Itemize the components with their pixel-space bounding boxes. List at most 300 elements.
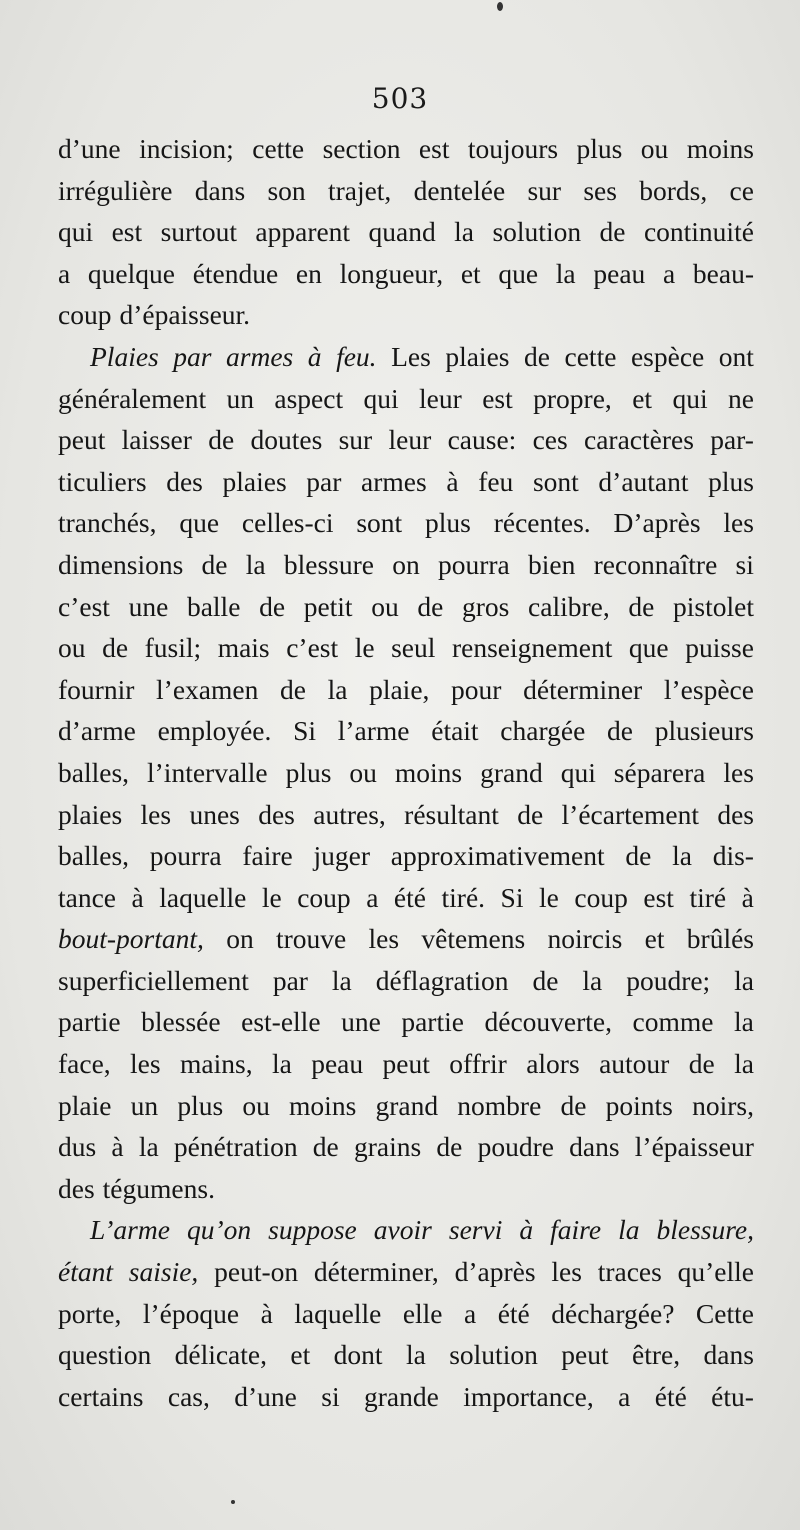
word: unes [189,798,240,830]
word: saisie, [128,1256,199,1288]
word: coup [574,881,628,913]
word: partie [58,1006,121,1038]
word: c’est [286,632,339,664]
text-line [58,710,754,752]
text-line [58,586,754,628]
word: la [734,964,754,996]
word: à [741,881,754,913]
word: été [497,1297,530,1329]
word: question [58,1339,152,1371]
word: reconnaître [593,548,718,580]
word: dimensions [58,548,184,580]
word: été [654,1380,687,1412]
word: continuité [643,216,754,248]
word: ou [349,756,377,788]
word: pour [451,673,502,705]
word: la [672,840,692,872]
word: sont [532,465,579,497]
ink-speck [231,1500,235,1504]
word: superficiellement [58,964,249,996]
word: puisse [685,632,754,664]
word: dis- [712,840,754,872]
word: les [130,1048,161,1080]
text-line [58,461,754,503]
word: importance, [463,1380,594,1412]
word: laisser [121,424,192,456]
text-line [58,294,754,336]
word: de [517,798,544,830]
word: caractères [584,424,694,456]
word: suppose [268,1214,357,1246]
word: de [208,424,235,456]
word: en [295,257,322,289]
word: si [735,548,754,580]
word: balle [186,590,241,622]
word: bords, [639,174,708,206]
word: à [519,1214,534,1246]
word: toujours [467,133,559,164]
word: balles, [58,756,130,788]
word: dans [569,1131,620,1163]
word: de [312,1131,339,1163]
word: faire [550,1214,602,1246]
word: ses [583,174,617,206]
word: que [628,632,669,664]
text-line [58,1168,754,1210]
word: dentelée [413,174,506,206]
word: quand [368,216,436,248]
word: les [368,923,400,955]
word: peau [593,257,646,289]
word: à [131,881,144,913]
word: armes [226,340,294,372]
word: les [723,756,754,788]
word: longueur, [339,257,444,289]
word: d’arme [58,715,136,747]
word: pourra [149,840,222,872]
word: faire [242,840,293,872]
word: L’arme [90,1214,170,1246]
word: la [555,257,576,289]
word: le [354,632,375,664]
word: quelque [87,257,175,289]
word: résultant [404,798,499,830]
word: plus [177,1089,224,1121]
word: peau [311,1048,364,1080]
word: des [58,1172,95,1204]
word: étu- [711,1380,754,1412]
text-line [58,170,754,212]
word: dont [333,1339,383,1371]
word: de [688,1048,715,1080]
word: la [734,1006,754,1038]
word: de [279,673,306,705]
word: plaies [58,798,123,830]
word: moins [289,1089,357,1121]
word: le [261,881,282,913]
word: l’arme [337,715,410,747]
word: une [128,590,169,622]
word: solution [492,216,582,248]
word: été [393,881,426,913]
word: pénétration [173,1131,298,1163]
word: la [582,964,603,996]
word: que [179,507,220,539]
word: d’épaisseur. [119,299,251,331]
word: de [201,548,228,580]
word: à [307,340,322,372]
word: Plaies [90,340,159,372]
word: sur [338,424,373,456]
word: armes [361,465,427,497]
word: grand [480,756,543,788]
word: blessure, [656,1214,754,1246]
word: être, [632,1339,681,1371]
word: ce [729,174,754,206]
text-line [58,1043,754,1085]
word: est-elle [241,1006,321,1038]
text-line [58,1001,754,1043]
word: étendue [192,257,279,289]
word: trajet, [327,174,392,206]
text-line [58,752,754,794]
word: juger [313,840,370,872]
word: balles, [58,840,130,872]
text-line [58,1251,754,1293]
word: beau- [692,257,754,289]
word: est [643,881,674,913]
word: moins [394,756,463,788]
text-line [58,1334,754,1376]
word: trouve [275,923,347,955]
word: gros [462,590,510,622]
word: plaie [58,1089,112,1121]
word: à [111,1131,124,1163]
word: cette [252,133,305,164]
word: tégumens. [102,1172,215,1204]
word: de [417,590,444,622]
word: par- [710,424,754,456]
word: peut [382,1048,430,1080]
word: et [644,923,665,955]
text-line [58,211,754,253]
word: peut [58,424,106,456]
word: dus [58,1131,97,1163]
text-line [58,253,754,295]
word: généralement [58,382,207,414]
text-line [58,502,754,544]
word: grande [363,1380,439,1412]
word: feu. [336,340,377,372]
word: récentes. [493,507,591,539]
text-line [58,877,754,919]
word: espèce [630,340,705,372]
word: apparent [255,216,351,248]
word: et [460,257,481,289]
text-line [58,1126,754,1168]
word: de [102,632,129,664]
word: ticuliers [58,465,147,497]
word: l’espèce [663,673,754,705]
word: ne [727,382,754,414]
word: des [258,798,295,830]
word: peut-on [214,1256,299,1288]
word: avoir [373,1214,432,1246]
word: coup [58,299,112,331]
word: l’examen [156,673,259,705]
word: partie [401,1006,464,1038]
word: chargée [500,715,586,747]
word: sont [356,507,403,539]
word: qu’on [186,1214,252,1246]
text-line [58,960,754,1002]
word: par [272,964,308,996]
word: nombre [457,1089,542,1121]
word: Cette [695,1297,754,1329]
word: est [111,216,143,248]
word: par [173,340,212,372]
word: la [327,673,348,705]
word: de [628,590,655,622]
word: feu [478,465,514,497]
word: l’époque [142,1297,240,1329]
word: brûlés [686,923,754,955]
text-line [58,794,754,836]
text-line [58,378,754,420]
word: des [166,465,203,497]
word: grains [353,1131,422,1163]
word: plusieurs [654,715,754,747]
word: offrir [449,1048,507,1080]
text-line [58,419,754,461]
word: sur [527,174,562,206]
word: renseignement [451,632,613,664]
word: poudre [477,1131,554,1163]
word: cause: [447,424,517,456]
word: déterminer, [313,1256,439,1288]
word: d’autant [598,465,689,497]
word: a [366,881,379,913]
word: découverte, [484,1006,612,1038]
word: était [431,715,479,747]
word: de [607,715,633,747]
word: solution [449,1339,538,1371]
word: plaie, [369,673,430,705]
word: de [560,1089,587,1121]
word: de [532,964,559,996]
word: doutes [250,424,323,456]
word: plaies [222,465,287,497]
word: laquelle [159,881,247,913]
word: d’après [454,1256,536,1288]
word: Les [391,340,431,372]
text-line [58,128,754,170]
word: ou [371,590,399,622]
word: la [454,216,475,248]
word: un [130,1089,159,1121]
word: celles-ci [241,507,334,539]
word: on [226,923,254,955]
word: poudre; [626,964,711,996]
word: a [662,257,676,289]
word: de [625,840,652,872]
word: blessée [141,1006,221,1038]
word: cas, [167,1380,210,1412]
word: dans [703,1339,754,1371]
word: la [245,548,266,580]
word: à [260,1297,273,1329]
word: que [498,257,539,289]
word: servi [448,1214,503,1246]
word: plaies [445,340,510,372]
word: approximativement [390,840,605,872]
word: Si [500,881,524,913]
word: si [321,1380,340,1412]
word: d’une [58,133,121,164]
word: Si [293,715,317,747]
word: d’une [234,1380,297,1412]
word: les [551,1256,582,1288]
word: pistolet [673,590,754,622]
word: section [322,133,401,164]
word: alors [526,1048,580,1080]
word: qui [363,382,399,414]
word: à [446,465,459,497]
word: ou [640,133,669,164]
word: autres, [313,798,386,830]
word: une [341,1006,381,1038]
word: un [226,382,254,414]
word: la [271,1048,292,1080]
word: petit [303,590,353,622]
word: est [482,382,513,414]
page-number: 503 [371,82,429,115]
word: c’est [58,590,110,622]
word: de [259,590,286,622]
word: de [436,1131,463,1163]
word: déchargée? [551,1297,675,1329]
word: a [464,1297,477,1329]
word: l’intervalle [147,756,268,788]
word: tiré. [441,881,486,913]
word: le [539,881,559,913]
word: porte, [58,1297,122,1329]
word: incision; [139,133,234,164]
word: elle [402,1297,443,1329]
text-line [58,544,754,586]
word: autour [599,1048,670,1080]
word: étant [58,1256,113,1288]
word: délicate, [174,1339,267,1371]
word: tiré [689,881,727,913]
word: de [524,340,550,372]
word: fournir [58,673,135,705]
text-line [58,1085,754,1127]
word: plus [425,507,471,539]
word: est [418,133,450,164]
word: la [405,1339,426,1371]
word: la [734,1048,754,1080]
text-line [58,627,754,669]
word: par [306,465,342,497]
word: plus [708,465,754,497]
word: noirs, [692,1089,754,1121]
word: les [140,798,172,830]
ink-speck [497,2,503,11]
word: propre, [533,382,612,414]
word: déterminer [523,673,643,705]
text-line [58,1376,754,1418]
word: bien [528,548,576,580]
word: blessure [283,548,374,580]
word: grand [375,1089,439,1121]
word: mains, [180,1048,253,1080]
word: pourra [437,548,510,580]
word: ont [718,340,754,372]
text-line [58,918,754,960]
word: laquelle [294,1297,382,1329]
word: séparera [613,756,706,788]
word: face, [58,1048,111,1080]
text-line [58,1293,754,1335]
word: les [723,507,754,539]
word: et [632,382,653,414]
word: des [717,798,754,830]
body-text [58,128,754,1417]
word: leur [388,424,432,456]
word: traces [597,1256,662,1288]
word: a [618,1380,631,1412]
word: D’après [613,507,701,539]
word: ou [242,1089,270,1121]
word: dans [194,174,246,206]
word: qui [560,756,596,788]
word: l’épaisseur [634,1131,754,1163]
word: plus [576,133,623,164]
word: tranchés, [58,507,157,539]
word: aspect [274,382,344,414]
word: ces [532,424,568,456]
word: calibre, [528,590,610,622]
word: leur [419,382,462,414]
word: qui [672,382,708,414]
text-line [58,1209,754,1251]
text-line [58,669,754,711]
word: l’écartement [561,798,699,830]
word: la [331,964,352,996]
word: et [290,1339,311,1371]
word: plus [285,756,332,788]
word: on [392,548,420,580]
word: son [267,174,306,206]
word: la [618,1214,640,1246]
word: a [58,257,71,289]
word: peut [561,1339,609,1371]
word: vêtemens [421,923,526,955]
word: moins [686,133,754,164]
word: comme [632,1006,714,1038]
word: ou [58,632,86,664]
text-line [58,835,754,877]
word: points [605,1089,673,1121]
word: noircis [547,923,623,955]
word: seul [391,632,436,664]
word: certains [58,1380,144,1412]
word: mais [217,632,270,664]
word: qui [58,216,94,248]
word: tance [58,881,117,913]
word: cette [564,340,617,372]
